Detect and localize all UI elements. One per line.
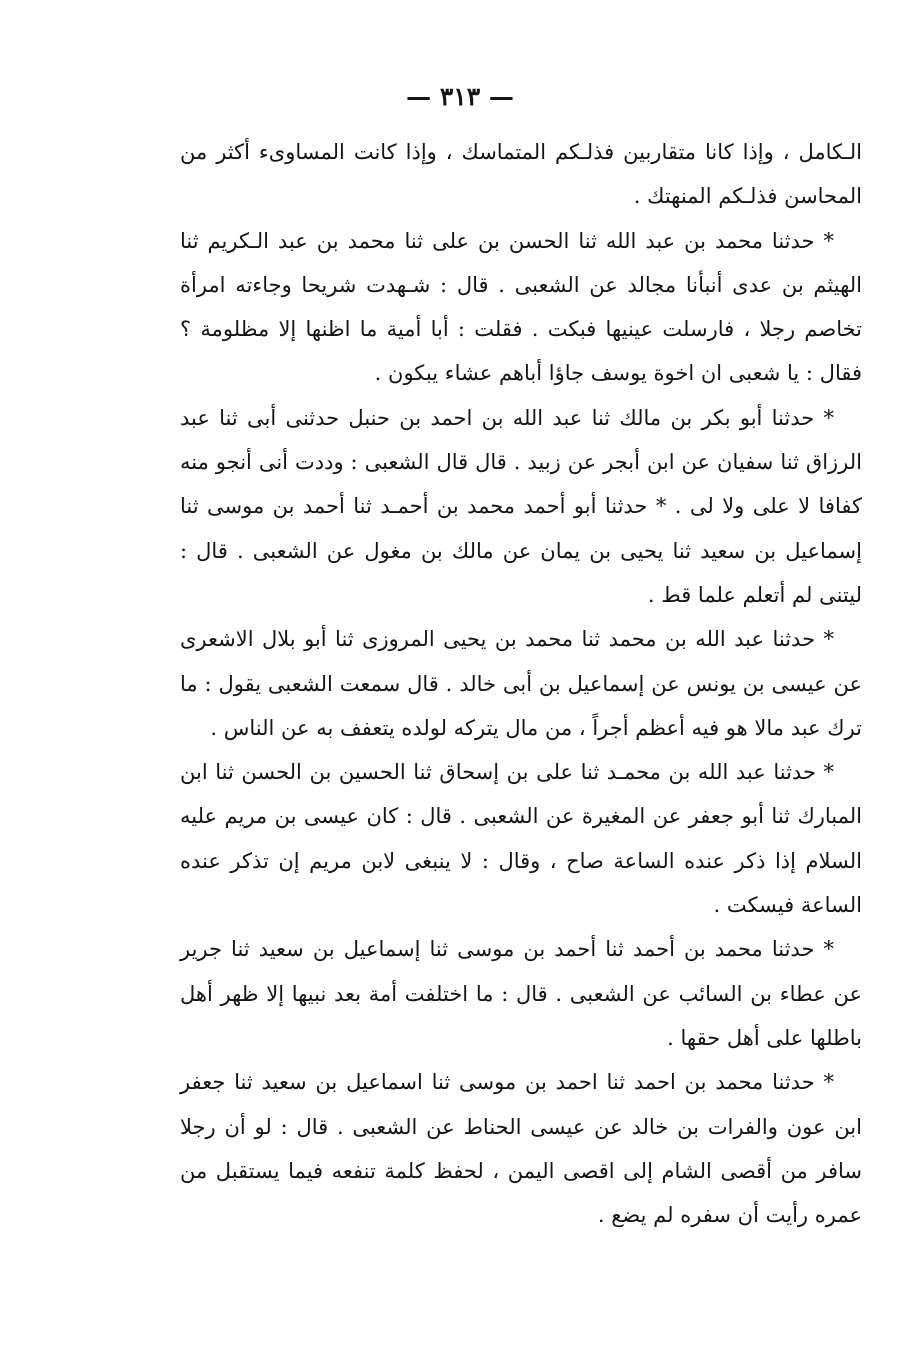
paragraph-4: * حدثنا عبد الله بن محمد ثنا محمد بن يحيى المروزى ثنا أبو بلال الاشعرى عن عيسى بن يونس عن إسماعيل بن أبى خالد . قال سمعت الشعبى يقول : ما ترك عبد مالا هو فيه أعظم أجراً ، من مال يتركه لولده يتعفف به عن الناس . bbox=[180, 627, 862, 740]
paragraph-1: الـكامل ، وإذا كانا متقاربين فذلـكم المتماسك ، وإذا كانت المساوىء أكثر من المحاسن فذلـكم المنهتك . bbox=[180, 140, 862, 209]
paragraph-6: * حدثنا محمد بن أحمد ثنا أحمد بن موسى ثنا إسماعيل بن سعيد ثنا جرير عن عطاء بن السائب عن الشعبى . قال : ما اختلفت أمة بعد نبيها إلا ظهر أهل باطلها على أهل حقها . bbox=[180, 937, 862, 1050]
paragraph-2: * حدثنا محمد بن عبد الله ثنا الحسن بن على ثنا محمد بن عبد الـكريم ثنا الهيثم بن عدى أنبأنا مجالد عن الشعبى . قال : شـهدت شريحا وجاءته امرأة تخاصم رجلا ، فارسلت عينيها فبكت . فقلت : أبا أمية ما اظنها إلا مظلومة ؟ فقال : يا شعبى ان اخوة يوسف جاؤا أباهم عشاء يبكون . bbox=[180, 228, 862, 386]
paragraph-5: * حدثنا عبد الله بن محمـد ثنا على بن إسحاق ثنا الحسين بن الحسن ثنا ابن المبارك ثنا أبو جعفر عن المغيرة عن الشعبى . قال : كان عيسى بن مريم عليه السلام إذا ذكر عنده الساعة صاح ، وقال : لا ينبغى لابن مريم إن تذكر عنده الساعة فيسكت . bbox=[180, 760, 862, 918]
main-text bbox=[180, 130, 862, 1237]
paragraph-7: * حدثنا محمد بن احمد ثنا احمد بن موسى ثنا اسماعيل بن سعيد ثنا جعفر ابن عون والفرات بن خالد عن عيسى الحناط عن الشعبى . قال : لو أن رجلا سافر من أقصى الشام إلى اقصى اليمن ، لحفظ كلمة تنفعه فيما يستقبل من عمره رأيت أن سفره لم يضع . bbox=[180, 1070, 862, 1228]
page-number: — ٣١٣ — bbox=[406, 82, 514, 111]
paragraph-3: * حدثنا أبو بكر بن مالك ثنا عبد الله بن احمد بن حنبل حدثنى أبى ثنا عبد الرزاق ثنا سفيان عن ابن أبجر عن زبيد . قال قال الشعبى : وددت أنى أنجو منه كفافا لا على ولا لى . * حدثنا أبو أحمد محمد بن أحمـد ثنا أحمد بن موسى ثنا إسماعيل بن سعيد ثنا يحيى بن يمان عن مالك بن مغول عن الشعبى . قال : ليتنى لم أتعلم علما قط . bbox=[180, 405, 862, 607]
